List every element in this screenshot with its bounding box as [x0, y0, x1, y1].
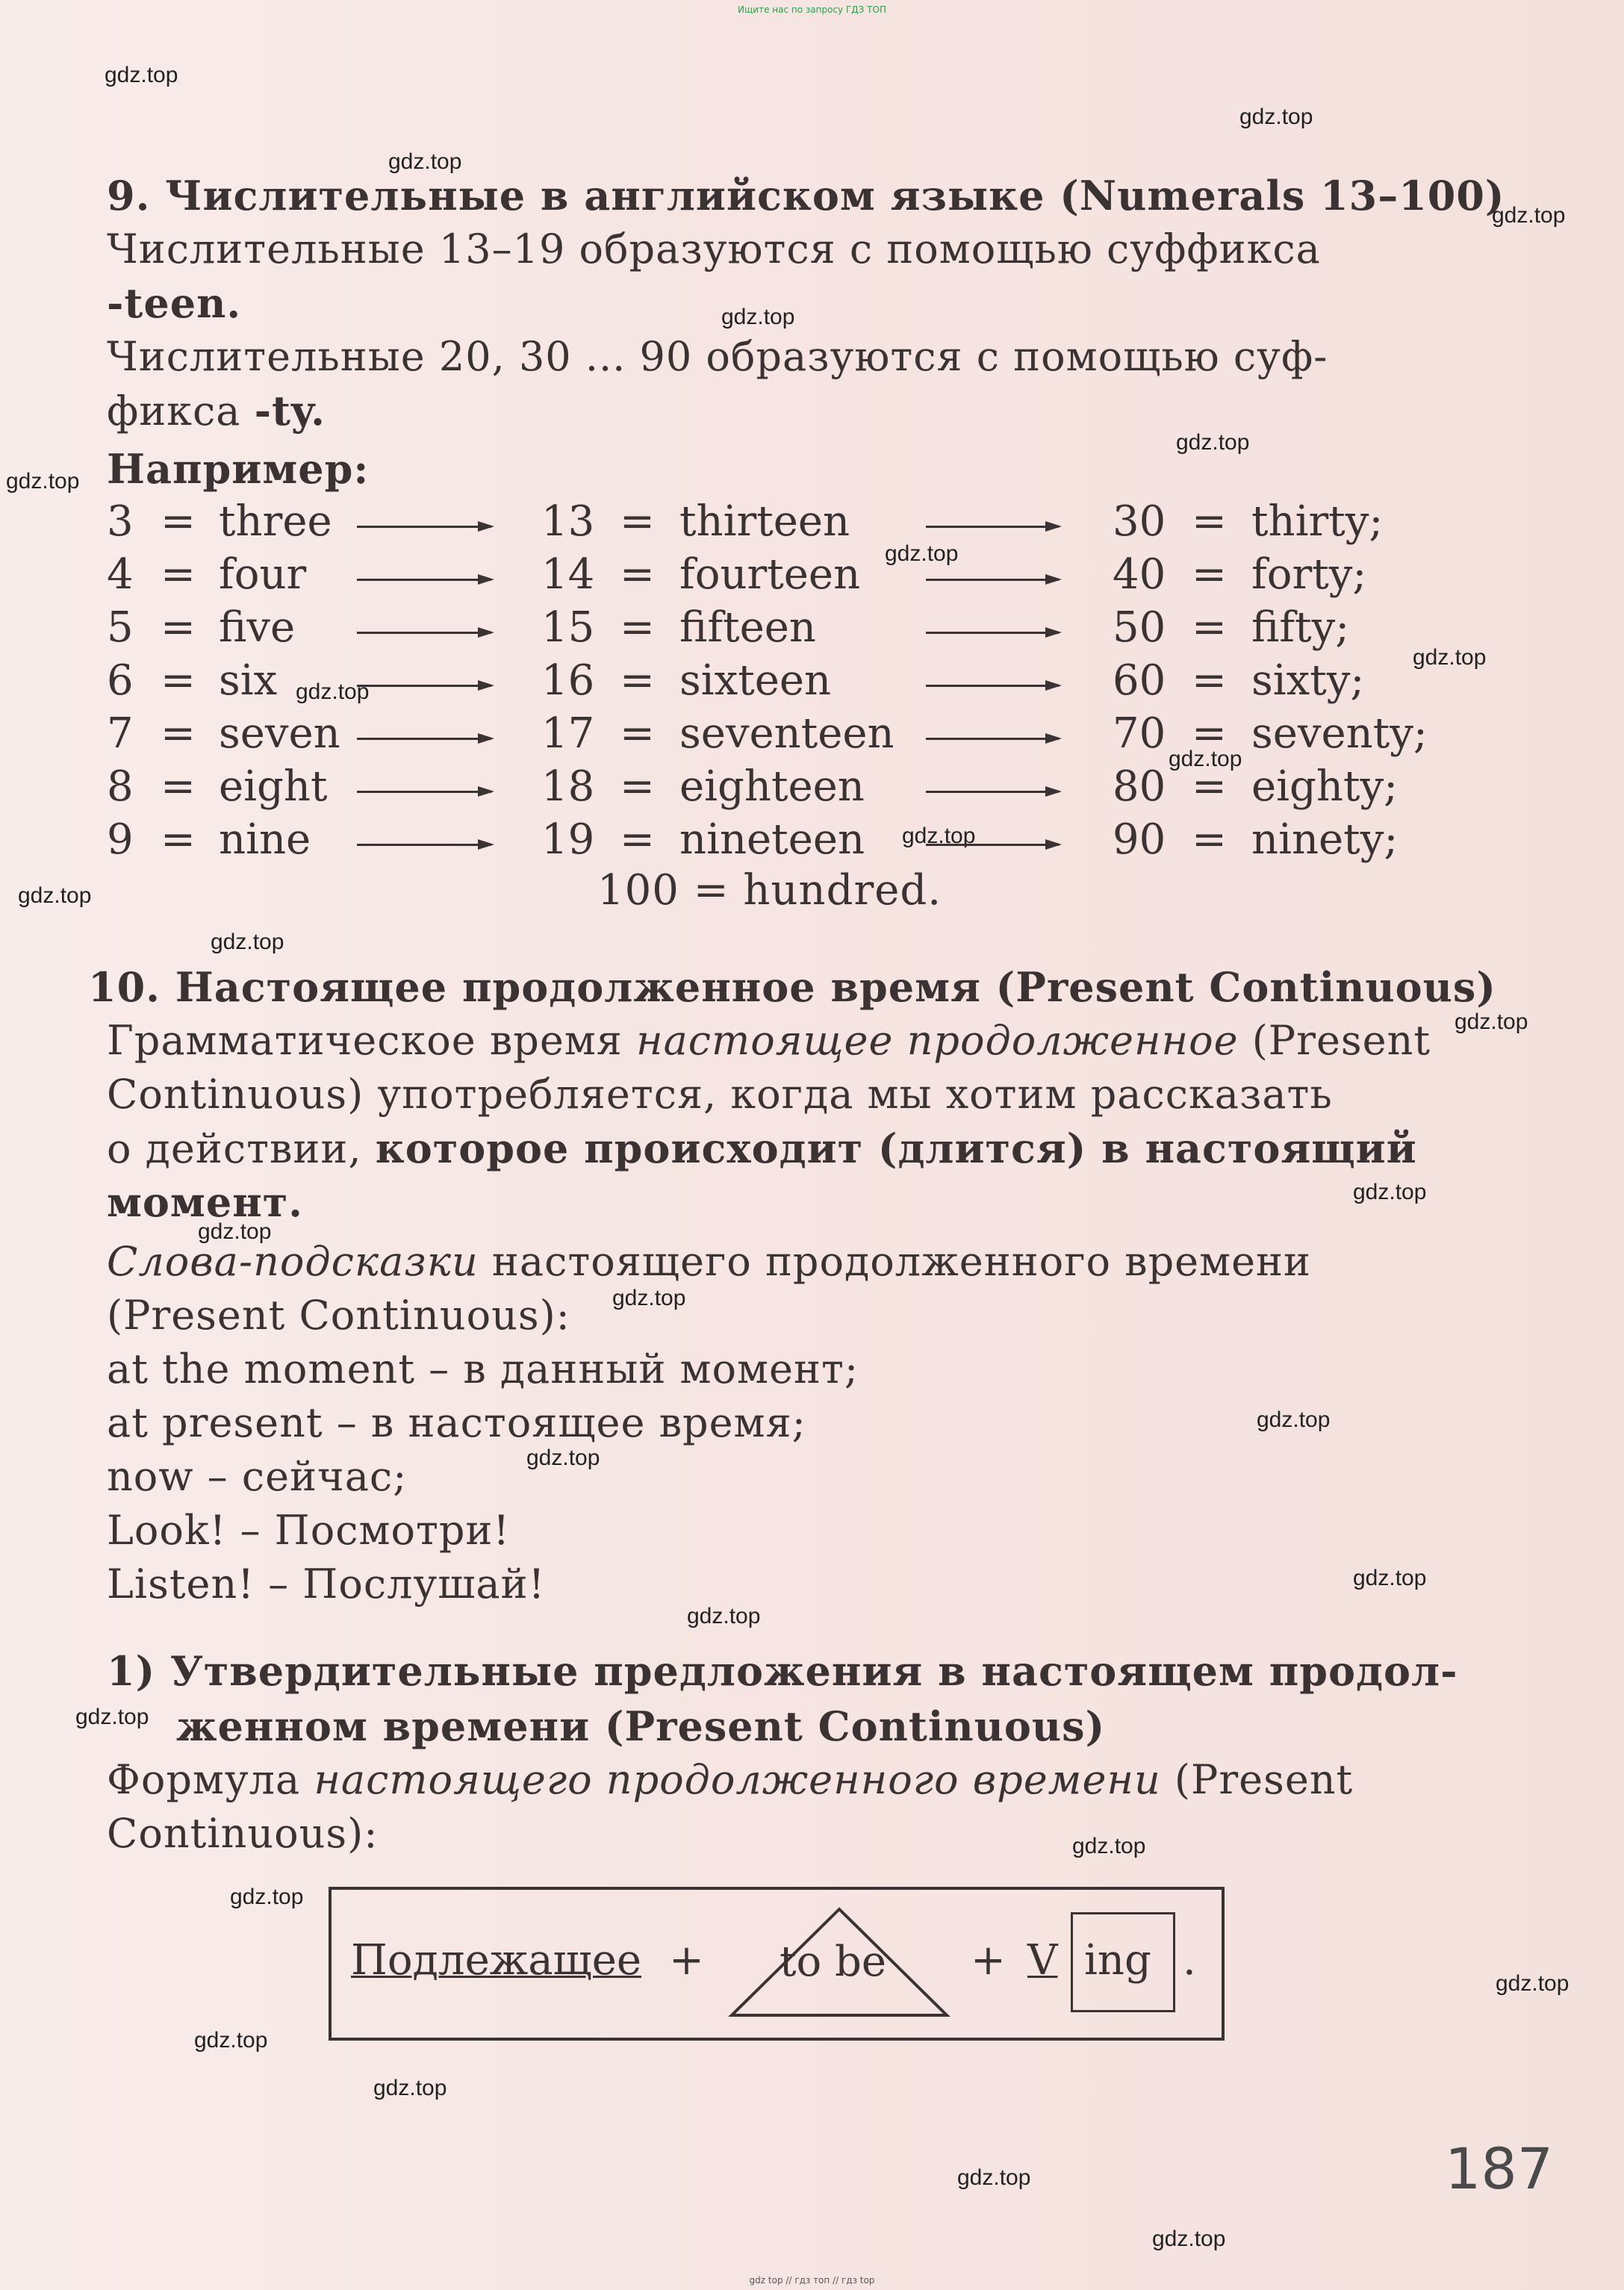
section-10-text: момент. — [107, 1178, 303, 1226]
watermark: gdz.top — [230, 1885, 304, 1909]
numeral-teen-digit: 13 — [541, 497, 595, 546]
signal-word: at present – в настоящее время; — [107, 1399, 806, 1446]
section-10-title: 10. Настоящее продолженное время (Present Continuous) — [88, 963, 1496, 1011]
section-10-text — [107, 1238, 1311, 1285]
watermark: gdz.top — [211, 930, 284, 954]
equals-sign: = — [1192, 550, 1227, 599]
section-9-text: Числительные 13–19 образуются с помощью суффикса — [107, 225, 1321, 273]
watermark: gdz.top — [612, 1286, 686, 1310]
numeral-teen-digit: 15 — [541, 603, 595, 652]
numeral-teen-word: eighteen — [679, 762, 865, 811]
numeral-word: four — [219, 550, 307, 599]
arrow-icon — [926, 579, 1059, 581]
numeral-teen-word: thirteen — [679, 497, 850, 546]
numeral-word: five — [219, 603, 296, 652]
watermark: gdz.top — [198, 1219, 272, 1244]
equals-sign: = — [1192, 815, 1227, 864]
equals-sign: = — [620, 497, 655, 546]
arrow-icon — [926, 632, 1059, 634]
watermark: gdz.top — [885, 541, 959, 566]
formula-plus: + — [669, 1936, 704, 1985]
numeral-digit: 4 — [107, 550, 134, 599]
watermark: gdz.top — [1455, 1009, 1528, 1034]
numeral-teen-digit: 14 — [541, 550, 595, 599]
equals-sign: = — [620, 815, 655, 864]
numeral-tens-digit: 80 — [1113, 762, 1166, 811]
formula-verb: V — [1027, 1936, 1058, 1985]
formula-text: Continuous): — [107, 1810, 379, 1857]
equals-sign: = — [161, 656, 196, 705]
numeral-tens-digit: 70 — [1113, 709, 1166, 758]
page-number: 187 — [1445, 2135, 1554, 2202]
watermark: gdz.top — [1353, 1180, 1427, 1204]
suffix-ty: -ty. — [254, 387, 326, 435]
numeral-teen-word: fifteen — [679, 603, 816, 652]
numeral-teen-digit: 17 — [541, 709, 595, 758]
text-italic: настоящего продолженного времени — [314, 1756, 1161, 1803]
watermark: gdz.top — [1239, 105, 1313, 129]
watermark: gdz.top — [296, 679, 370, 704]
watermark: gdz.top — [687, 1604, 761, 1628]
arrow-icon — [357, 738, 491, 740]
watermark: gdz.top — [388, 149, 462, 174]
numeral-teen-word: seventeen — [679, 709, 895, 758]
arrow-icon — [357, 632, 491, 634]
watermark: gdz.top — [75, 1705, 149, 1729]
watermark: gdz.top — [1169, 747, 1242, 771]
footer-note: gdz top // гдз топ // гдз top — [749, 2275, 875, 2286]
header-note: Ищите нас по запросу ГДЗ ТОП — [738, 4, 886, 15]
numeral-tens-word: ninety; — [1251, 815, 1399, 864]
signal-word: Listen! – Послушай! — [107, 1561, 546, 1608]
text-part: (Present — [1160, 1756, 1354, 1803]
arrow-icon — [357, 791, 491, 793]
watermark: gdz.top — [902, 824, 976, 848]
signal-word: at the moment – в данный момент; — [107, 1345, 859, 1393]
formula-subject: Подлежащее — [351, 1936, 641, 1985]
numeral-tens-digit: 40 — [1113, 550, 1166, 599]
formula-box — [329, 1887, 1225, 2041]
numeral-digit: 3 — [107, 497, 134, 546]
watermark: gdz.top — [18, 883, 92, 908]
numeral-word: three — [219, 497, 332, 546]
equals-sign: = — [620, 709, 655, 758]
equals-sign: = — [161, 762, 196, 811]
section-10-text: Continuous) употребляется, когда мы хотим рассказать — [107, 1071, 1333, 1118]
numeral-digit: 5 — [107, 603, 134, 652]
watermark: gdz.top — [1176, 430, 1250, 455]
arrow-icon — [357, 579, 491, 581]
text-part: Грамматическое время — [107, 1017, 637, 1064]
watermark: gdz.top — [526, 1446, 600, 1470]
equals-sign: = — [161, 497, 196, 546]
numeral-tens-word: seventy; — [1251, 709, 1428, 758]
equals-sign: = — [1192, 656, 1227, 705]
numeral-tens-word: fifty; — [1251, 603, 1350, 652]
watermark: gdz.top — [105, 63, 178, 87]
hundred-line: 100 = hundred. — [597, 866, 942, 915]
equals-sign: = — [161, 709, 196, 758]
watermark: gdz.top — [1413, 645, 1487, 670]
watermark: gdz.top — [1257, 1407, 1331, 1432]
text-bold: которое происходит (длится) в настоящий — [375, 1124, 1417, 1172]
section-9-text: Числительные 20, 30 ... 90 образуются с помощью суф- — [107, 333, 1328, 380]
numeral-teen-word: sixteen — [679, 656, 832, 705]
numeral-teen-digit: 19 — [541, 815, 595, 864]
numeral-word: six — [219, 656, 278, 705]
watermark: gdz.top — [721, 305, 795, 329]
numeral-teen-word: fourteen — [679, 550, 861, 599]
watermark: gdz.top — [957, 2165, 1031, 2190]
numeral-teen-digit: 16 — [541, 656, 595, 705]
formula-plus: + — [971, 1936, 1006, 1985]
equals-sign: = — [1192, 603, 1227, 652]
numeral-digit: 6 — [107, 656, 134, 705]
equals-sign: = — [620, 762, 655, 811]
numeral-digit: 9 — [107, 815, 134, 864]
watermark: gdz.top — [1492, 203, 1566, 228]
arrow-icon — [926, 791, 1059, 793]
subsection-title: женном времени (Present Continuous) — [176, 1702, 1106, 1750]
section-10-text — [107, 1017, 1431, 1064]
section-9-text-part: фикса — [107, 388, 255, 435]
formula-dot: . — [1183, 1936, 1196, 1985]
formula-to-be: to be — [780, 1938, 887, 1986]
example-label: Например: — [107, 445, 370, 493]
section-9-text — [107, 387, 326, 435]
equals-sign: = — [161, 603, 196, 652]
arrow-icon — [926, 844, 1059, 846]
numeral-digit: 8 — [107, 762, 134, 811]
arrow-icon — [926, 685, 1059, 687]
equals-sign: = — [1192, 762, 1227, 811]
arrow-icon — [926, 526, 1059, 528]
equals-sign: = — [1192, 497, 1227, 546]
equals-sign: = — [161, 815, 196, 864]
watermark: gdz.top — [373, 2076, 447, 2100]
arrow-icon — [926, 738, 1059, 740]
numeral-word: seven — [219, 709, 340, 758]
numeral-word: eight — [219, 762, 328, 811]
formula-text — [107, 1756, 1353, 1803]
subsection-title: 1) Утвердительные предложения в настоящем продол- — [107, 1647, 1458, 1695]
numeral-digit: 7 — [107, 709, 134, 758]
text-part: (Present — [1238, 1017, 1431, 1064]
numeral-teen-digit: 18 — [541, 762, 595, 811]
numeral-word: nine — [219, 815, 311, 864]
arrow-icon — [357, 844, 491, 846]
section-9-text: -teen. — [107, 279, 242, 327]
text-italic: Слова-подсказки — [107, 1238, 479, 1285]
watermark: gdz.top — [194, 2028, 268, 2053]
equals-sign: = — [620, 603, 655, 652]
numeral-tens-digit: 50 — [1113, 603, 1166, 652]
section-9-title: 9. Числительные в английском языке (Numerals 13–100) — [107, 172, 1505, 220]
formula-ing: ing — [1084, 1936, 1151, 1985]
watermark: gdz.top — [1152, 2227, 1226, 2251]
watermark: gdz.top — [1496, 1971, 1569, 1996]
numeral-tens-word: sixty; — [1251, 656, 1365, 705]
equals-sign: = — [620, 656, 655, 705]
numeral-tens-digit: 90 — [1113, 815, 1166, 864]
numeral-tens-digit: 60 — [1113, 656, 1166, 705]
text-part: настоящего продолженного времени — [478, 1238, 1312, 1285]
numeral-teen-word: nineteen — [679, 815, 865, 864]
numeral-tens-word: thirty; — [1251, 497, 1384, 546]
section-10-text — [107, 1124, 1417, 1172]
watermark: gdz.top — [6, 469, 80, 494]
text-italic: настоящее продолженное — [636, 1017, 1239, 1064]
signal-word: now – сейчас; — [107, 1453, 408, 1500]
watermark: gdz.top — [1353, 1566, 1427, 1590]
equals-sign: = — [620, 550, 655, 599]
text-part: о действии, — [107, 1125, 376, 1172]
numeral-tens-digit: 30 — [1113, 497, 1166, 546]
signal-word: Look! – Посмотри! — [107, 1507, 511, 1554]
numeral-tens-word: eighty; — [1251, 762, 1398, 811]
text-part: Формула — [107, 1756, 314, 1803]
equals-sign: = — [1192, 709, 1227, 758]
arrow-icon — [357, 685, 491, 687]
numeral-tens-word: forty; — [1251, 550, 1367, 599]
arrow-icon — [357, 526, 491, 528]
section-10-text: (Present Continuous): — [107, 1292, 570, 1339]
watermark: gdz.top — [1072, 1834, 1146, 1858]
equals-sign: = — [161, 550, 196, 599]
